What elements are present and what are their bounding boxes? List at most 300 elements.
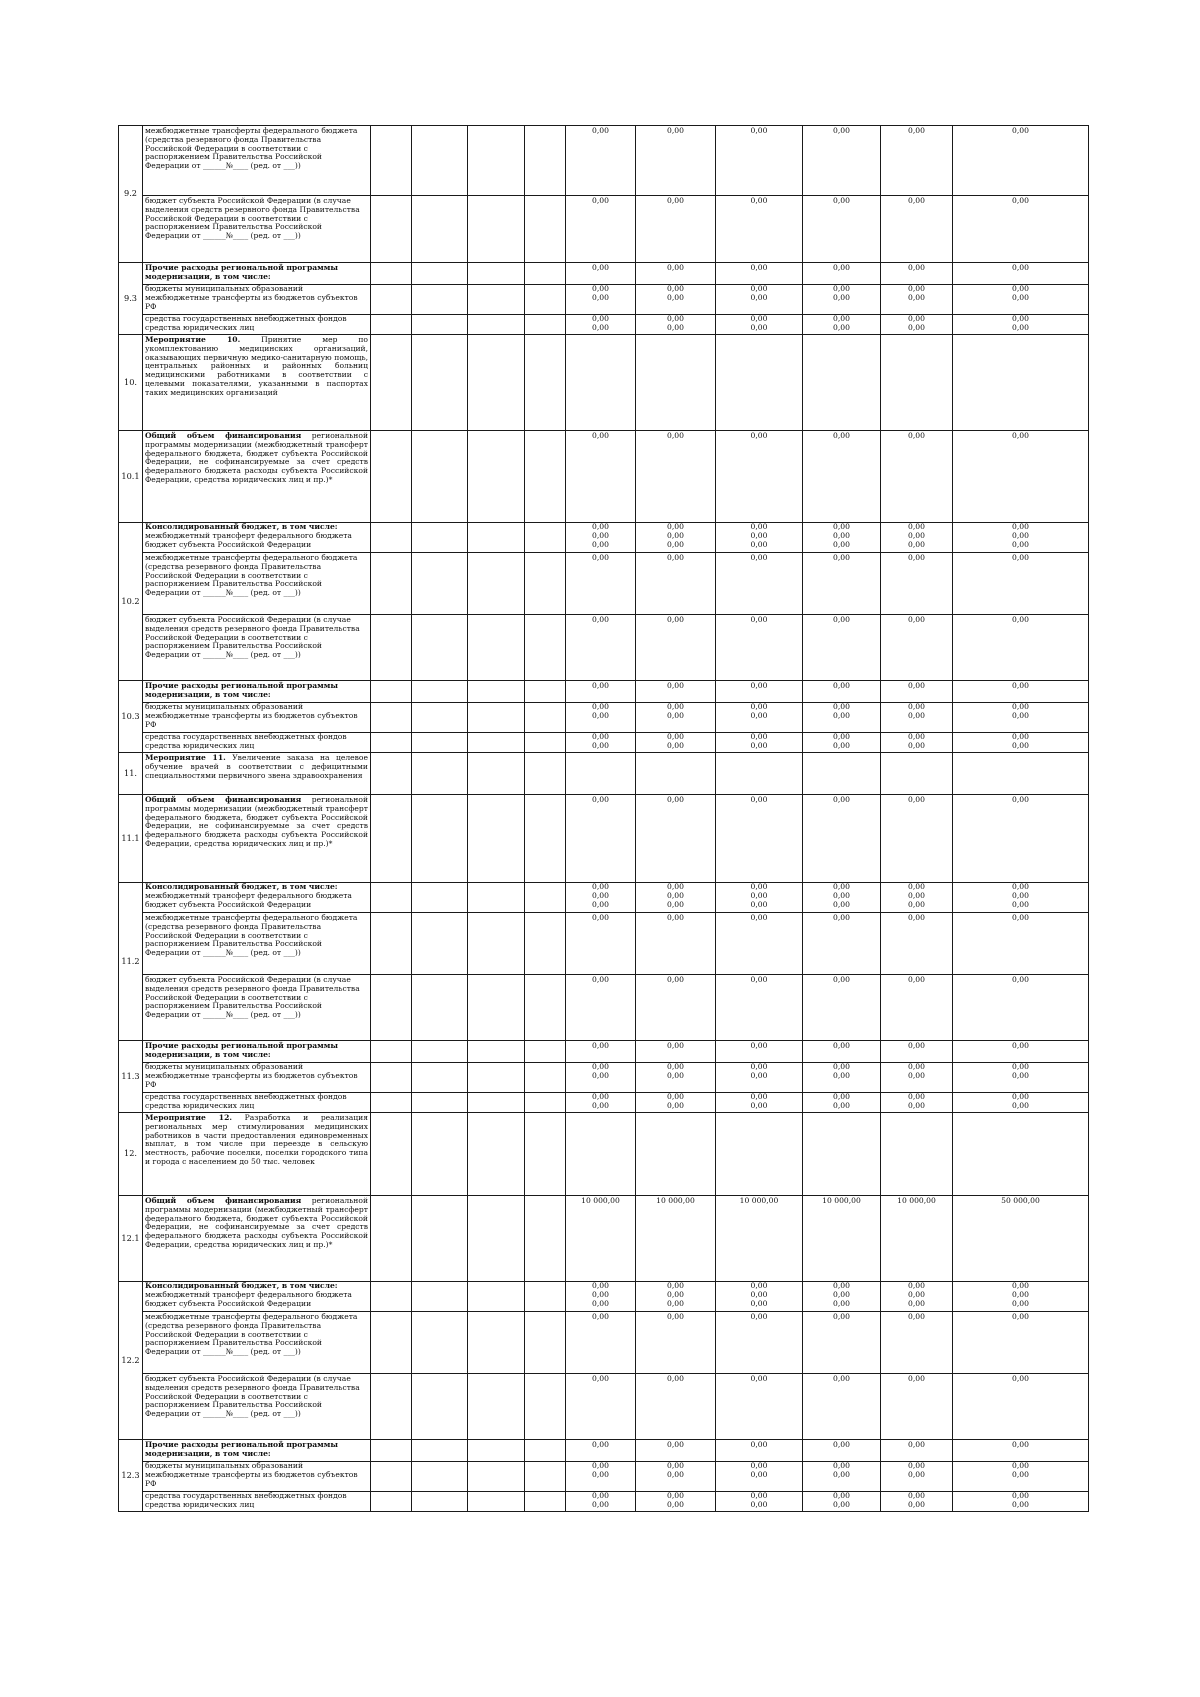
empty-cell (412, 431, 468, 523)
row-description (143, 335, 371, 431)
empty-cell (468, 1440, 525, 1462)
empty-cell (371, 196, 412, 263)
value-cell: 10 000,00 (881, 1196, 953, 1282)
value-cell (716, 285, 803, 315)
value-cell (636, 1093, 716, 1113)
empty-cell (371, 1282, 412, 1312)
empty-cell (412, 703, 468, 733)
value-cell: 0,00 (716, 431, 803, 523)
table-row (119, 1282, 1089, 1312)
value-line: 0,00 (592, 890, 609, 900)
value-line: 0,00 (1012, 890, 1029, 900)
description-line: бюджеты муниципальных образований (145, 1062, 304, 1071)
value-cell (716, 1462, 803, 1492)
value-cell: 0,00 (566, 126, 636, 196)
value-line: 0,00 (750, 890, 768, 900)
empty-cell (525, 1196, 566, 1282)
value-cell: 0,00 (953, 431, 1089, 523)
value-cell: 0,00 (881, 1041, 953, 1063)
value-line: 0,00 (592, 1100, 609, 1110)
value-line: 0,00 (833, 539, 850, 549)
empty-cell (468, 1041, 525, 1063)
value-line: 0,00 (667, 1298, 684, 1308)
empty-cell (371, 1093, 412, 1113)
row-description (143, 1113, 371, 1196)
value-cell: 0,00 (953, 681, 1089, 703)
table-row (119, 553, 1089, 615)
value-line: 0,00 (833, 1281, 850, 1290)
row-number: 9.2 (119, 126, 143, 263)
empty-cell (525, 196, 566, 263)
value-cell: 0,00 (716, 1440, 803, 1462)
description-line: межбюджетный трансферт федерального бюджета (145, 1289, 352, 1299)
description-text: межбюджетные трансферты федерального бюджета (средства резервного фонда Правительства Российской Федерации в соответствии с распоряжением Правительства Российской Федерации от ______№____ (ред. от ___)) (145, 126, 358, 171)
empty-cell (412, 285, 468, 315)
table-row (119, 1374, 1089, 1440)
empty-cell (468, 753, 525, 795)
funding-table (118, 125, 1089, 1512)
empty-cell (371, 703, 412, 733)
value-line: 0,00 (908, 1499, 925, 1509)
value-cell (636, 1113, 716, 1196)
empty-cell (371, 1063, 412, 1093)
value-line: 0,00 (908, 1461, 925, 1470)
empty-cell (525, 1093, 566, 1113)
value-line: 0,00 (750, 314, 768, 323)
value-cell (953, 285, 1089, 315)
value-line: 0,00 (592, 314, 609, 323)
value-line: 0,00 (833, 1298, 850, 1308)
value-cell (636, 753, 716, 795)
value-cell: 0,00 (803, 1440, 881, 1462)
value-line: 0,00 (667, 1469, 684, 1479)
description-text: Общий объем финансирования региональной программы модернизации (межбюджетный трансферт федерального бюджета, бюджет субъекта Российской Федерации, не софинансируемые за счет средств федерального бюджета расходы субъекта Российской Федерации, средства юридических лиц и пр.)* (145, 1196, 369, 1249)
value-line: 0,00 (750, 702, 768, 711)
value-cell: 0,00 (881, 1312, 953, 1374)
value-line: 0,00 (833, 530, 850, 540)
empty-cell (468, 553, 525, 615)
value-cell: 0,00 (953, 1312, 1089, 1374)
value-line: 0,00 (908, 284, 925, 293)
description-line: межбюджетные трансферты из бюджетов субъектов РФ (145, 710, 358, 729)
value-cell (953, 523, 1089, 553)
value-line: 0,00 (750, 1298, 768, 1308)
value-cell: 0,00 (716, 1312, 803, 1374)
value-cell (566, 523, 636, 553)
empty-cell (468, 795, 525, 883)
value-line: 0,00 (667, 1461, 684, 1470)
row-description (143, 681, 371, 703)
empty-cell (371, 753, 412, 795)
value-cell: 0,00 (566, 975, 636, 1041)
value-line: 0,00 (592, 1461, 609, 1470)
value-line: 0,00 (750, 539, 768, 549)
value-cell: 0,00 (636, 126, 716, 196)
value-cell: 0,00 (881, 975, 953, 1041)
empty-cell (412, 615, 468, 681)
value-line: 0,00 (592, 1491, 609, 1500)
table-row (119, 883, 1089, 913)
value-line: 0,00 (592, 702, 609, 711)
value-cell (953, 315, 1089, 335)
table-row (119, 753, 1089, 795)
value-cell: 0,00 (716, 1374, 803, 1440)
description-line: Консолидированный бюджет, в том числе: (145, 522, 338, 531)
row-description (143, 883, 371, 913)
value-cell: 0,00 (716, 1041, 803, 1063)
description-text: Прочие расходы региональной программы модернизации, в том числе: (145, 1440, 338, 1458)
empty-cell (412, 1282, 468, 1312)
value-cell (566, 733, 636, 753)
value-cell: 0,00 (566, 681, 636, 703)
description-text: межбюджетные трансферты федерального бюджета (средства резервного фонда Правительства Российской Федерации в соответствии с распоряжением Правительства Российской Федерации от ______№____ (ред. от ___)) (145, 913, 358, 958)
value-cell: 0,00 (566, 1374, 636, 1440)
value-line: 0,00 (1012, 1491, 1029, 1500)
table-row (119, 1063, 1089, 1093)
value-cell (953, 1093, 1089, 1113)
table-row (119, 681, 1089, 703)
empty-cell (412, 1063, 468, 1093)
empty-cell (371, 913, 412, 975)
value-line: 0,00 (592, 899, 609, 909)
empty-cell (525, 753, 566, 795)
value-line: 0,00 (1012, 292, 1029, 302)
value-line: 0,00 (750, 1092, 768, 1101)
value-line: 0,00 (750, 284, 768, 293)
value-cell: 0,00 (636, 975, 716, 1041)
value-line: 0,00 (1012, 1298, 1029, 1308)
value-cell (566, 883, 636, 913)
value-cell: 0,00 (566, 913, 636, 975)
row-description (143, 1041, 371, 1063)
value-line: 0,00 (667, 1499, 684, 1509)
value-cell: 0,00 (636, 913, 716, 975)
value-line: 0,00 (833, 732, 850, 741)
row-description (143, 1063, 371, 1093)
value-cell (881, 1492, 953, 1512)
value-cell: 0,00 (566, 795, 636, 883)
row-description (143, 126, 371, 196)
value-line: 0,00 (908, 522, 925, 531)
table-row (119, 1440, 1089, 1462)
value-cell: 0,00 (881, 681, 953, 703)
value-line: 0,00 (1012, 1070, 1029, 1080)
value-cell: 0,00 (566, 1041, 636, 1063)
empty-cell (412, 1041, 468, 1063)
value-line: 0,00 (750, 322, 768, 332)
value-cell (566, 1093, 636, 1113)
value-line: 0,00 (750, 522, 768, 531)
value-line: 0,00 (667, 732, 684, 741)
value-cell (881, 703, 953, 733)
value-cell (716, 1282, 803, 1312)
empty-cell (468, 975, 525, 1041)
value-line: 0,00 (1012, 1281, 1029, 1290)
value-line: 0,00 (667, 1491, 684, 1500)
value-cell: 0,00 (636, 681, 716, 703)
value-cell (716, 335, 803, 431)
value-cell (953, 1492, 1089, 1512)
empty-cell (412, 1312, 468, 1374)
value-line: 0,00 (750, 1499, 768, 1509)
description-text: Прочие расходы региональной программы модернизации, в том числе: (145, 263, 338, 281)
row-number: 12.1 (119, 1196, 143, 1282)
description-line: бюджеты муниципальных образований (145, 1461, 304, 1470)
table-row (119, 975, 1089, 1041)
empty-cell (412, 315, 468, 335)
description-text: Мероприятие 12. Разработка и реализация региональных мер стимулирования медицинских работников в части предоставления единовременных выплат, в том числе при переезде в сельскую местность, рабочие поселки, поселки городского типа и города с населением до 50 тыс. человек (145, 1113, 368, 1166)
row-description (143, 263, 371, 285)
value-cell: 0,00 (636, 795, 716, 883)
empty-cell (525, 975, 566, 1041)
value-line: 0,00 (1012, 539, 1029, 549)
empty-cell (412, 553, 468, 615)
value-line: 0,00 (592, 732, 609, 741)
value-line: 0,00 (908, 702, 925, 711)
row-description (143, 315, 371, 335)
table-row (119, 1196, 1089, 1282)
value-cell (636, 1063, 716, 1093)
value-line: 0,00 (1012, 732, 1029, 741)
description-label: Мероприятие 12. (145, 1113, 232, 1122)
value-line: 0,00 (833, 890, 850, 900)
value-cell (716, 1113, 803, 1196)
row-description (143, 523, 371, 553)
value-cell (636, 1462, 716, 1492)
value-cell: 0,00 (953, 263, 1089, 285)
value-cell (881, 733, 953, 753)
value-line: 0,00 (908, 1469, 925, 1479)
empty-cell (468, 523, 525, 553)
description-text: Прочие расходы региональной программы модернизации, в том числе: (145, 1041, 338, 1059)
empty-cell (412, 753, 468, 795)
empty-cell (525, 1492, 566, 1512)
value-cell (881, 285, 953, 315)
value-cell: 0,00 (803, 196, 881, 263)
value-cell: 0,00 (636, 1312, 716, 1374)
value-cell (881, 1093, 953, 1113)
row-description (143, 913, 371, 975)
value-line: 0,00 (592, 710, 609, 720)
row-number: 9.3 (119, 263, 143, 335)
value-line: 0,00 (667, 1070, 684, 1080)
value-line: 0,00 (592, 322, 609, 332)
value-line: 0,00 (908, 899, 925, 909)
value-cell: 0,00 (881, 553, 953, 615)
value-cell: 0,00 (881, 431, 953, 523)
value-cell (566, 1492, 636, 1512)
value-cell: 0,00 (803, 1041, 881, 1063)
empty-cell (371, 1196, 412, 1282)
value-cell (716, 1492, 803, 1512)
value-cell: 0,00 (566, 196, 636, 263)
value-line: 0,00 (592, 292, 609, 302)
description-label: Общий объем финансирования (145, 1196, 302, 1205)
description-line: бюджеты муниципальных образований (145, 284, 304, 293)
value-cell: 10 000,00 (636, 1196, 716, 1282)
empty-cell (525, 795, 566, 883)
value-line: 0,00 (750, 732, 768, 741)
value-line: 0,00 (833, 710, 850, 720)
value-line: 0,00 (667, 530, 684, 540)
value-line: 0,00 (667, 890, 684, 900)
empty-cell (525, 733, 566, 753)
value-line: 0,00 (1012, 1289, 1029, 1299)
empty-cell (468, 1374, 525, 1440)
table-row (119, 1113, 1089, 1196)
description-text: бюджет субъекта Российской Федерации (в случае выделения средств резервного фонда Правительства Российской Федерации в соответствии с распоряжением Правительства Российской Федерации от ______№____ (ред. от ___)) (145, 1374, 360, 1419)
value-line: 0,00 (667, 314, 684, 323)
empty-cell (371, 335, 412, 431)
row-number: 12.3 (119, 1440, 143, 1512)
value-cell (803, 335, 881, 431)
row-description (143, 1374, 371, 1440)
empty-cell (412, 263, 468, 285)
empty-cell (371, 1374, 412, 1440)
empty-cell (525, 431, 566, 523)
empty-cell (371, 553, 412, 615)
empty-cell (525, 1462, 566, 1492)
value-cell: 0,00 (716, 975, 803, 1041)
empty-cell (468, 1063, 525, 1093)
value-line: 0,00 (750, 1491, 768, 1500)
empty-cell (525, 1113, 566, 1196)
value-cell: 0,00 (636, 1041, 716, 1063)
value-cell (636, 315, 716, 335)
empty-cell (371, 263, 412, 285)
value-cell: 10 000,00 (716, 1196, 803, 1282)
empty-cell (525, 335, 566, 431)
row-number: 11.1 (119, 795, 143, 883)
table-row (119, 431, 1089, 523)
value-cell: 0,00 (566, 1312, 636, 1374)
empty-cell (525, 1041, 566, 1063)
value-line: 0,00 (833, 882, 850, 891)
empty-cell (412, 1374, 468, 1440)
description-line: бюджет субъекта Российской Федерации (145, 899, 312, 909)
value-cell: 0,00 (716, 553, 803, 615)
value-line: 0,00 (592, 1298, 609, 1308)
value-cell (566, 1063, 636, 1093)
value-line: 0,00 (833, 522, 850, 531)
value-line: 0,00 (1012, 314, 1029, 323)
value-cell: 0,00 (716, 263, 803, 285)
value-cell: 50 000,00 (953, 1196, 1089, 1282)
empty-cell (412, 975, 468, 1041)
table-row (119, 285, 1089, 315)
value-cell (716, 703, 803, 733)
value-cell (566, 1282, 636, 1312)
row-number: 12. (119, 1113, 143, 1196)
row-description (143, 615, 371, 681)
value-line: 0,00 (833, 1469, 850, 1479)
description-text: Прочие расходы региональной программы модернизации, в том числе: (145, 681, 338, 699)
value-cell: 0,00 (953, 196, 1089, 263)
empty-cell (412, 1492, 468, 1512)
description-line: межбюджетный трансферт федерального бюджета (145, 890, 352, 900)
value-line: 0,00 (667, 1100, 684, 1110)
description-line: средства юридических лиц (145, 1499, 255, 1509)
row-description (143, 1492, 371, 1512)
row-description (143, 1093, 371, 1113)
value-line: 0,00 (908, 1298, 925, 1308)
value-line: 0,00 (833, 314, 850, 323)
value-cell (803, 523, 881, 553)
empty-cell (371, 883, 412, 913)
value-cell (881, 335, 953, 431)
value-cell: 0,00 (881, 126, 953, 196)
description-line: средства государственных внебюджетных фондов (145, 1491, 347, 1500)
table-row (119, 523, 1089, 553)
description-line: средства юридических лиц (145, 740, 255, 750)
empty-cell (468, 431, 525, 523)
value-line: 0,00 (750, 292, 768, 302)
value-line: 0,00 (667, 1281, 684, 1290)
empty-cell (525, 523, 566, 553)
value-cell (803, 1063, 881, 1093)
value-line: 0,00 (833, 1289, 850, 1299)
value-line: 0,00 (1012, 1062, 1029, 1071)
empty-cell (371, 523, 412, 553)
value-cell (636, 733, 716, 753)
table-row (119, 263, 1089, 285)
value-cell: 0,00 (566, 615, 636, 681)
value-cell: 0,00 (953, 975, 1089, 1041)
value-line: 0,00 (908, 710, 925, 720)
row-number: 11.2 (119, 883, 143, 1041)
description-text: бюджет субъекта Российской Федерации (в случае выделения средств резервного фонда Правительства Российской Федерации в соответствии с распоряжением Правительства Российской Федерации от ______№____ (ред. от ___)) (145, 196, 360, 241)
empty-cell (412, 883, 468, 913)
value-line: 0,00 (833, 702, 850, 711)
value-cell: 0,00 (953, 795, 1089, 883)
value-cell: 0,00 (716, 913, 803, 975)
empty-cell (468, 285, 525, 315)
value-line: 0,00 (592, 522, 609, 531)
value-line: 0,00 (833, 284, 850, 293)
value-cell: 0,00 (881, 615, 953, 681)
empty-cell (525, 883, 566, 913)
value-line: 0,00 (833, 322, 850, 332)
table-row (119, 1041, 1089, 1063)
value-line: 0,00 (908, 1289, 925, 1299)
table-row (119, 196, 1089, 263)
empty-cell (468, 681, 525, 703)
value-cell: 0,00 (636, 196, 716, 263)
value-cell (566, 335, 636, 431)
value-line: 0,00 (592, 1469, 609, 1479)
empty-cell (412, 1093, 468, 1113)
row-number: 10.1 (119, 431, 143, 523)
row-description (143, 196, 371, 263)
value-cell (803, 753, 881, 795)
value-cell: 0,00 (881, 913, 953, 975)
description-line: Консолидированный бюджет, в том числе: (145, 882, 338, 891)
value-line: 0,00 (1012, 899, 1029, 909)
value-line: 0,00 (667, 899, 684, 909)
table-row (119, 703, 1089, 733)
value-cell: 0,00 (566, 553, 636, 615)
empty-cell (525, 553, 566, 615)
row-number: 12.2 (119, 1282, 143, 1440)
description-text: Мероприятие 10. Принятие мер по укомплектованию медицинских организаций, оказывающих первичную медико-санитарную помощь, центральных районных и районных больниц медицинскими работниками в соответствии с целевыми показателями, указанными в паспортах таких медицинских организаций (145, 335, 368, 397)
row-description (143, 1312, 371, 1374)
value-line: 0,00 (592, 530, 609, 540)
row-description (143, 431, 371, 523)
value-line: 0,00 (667, 702, 684, 711)
value-line: 0,00 (667, 522, 684, 531)
description-line: бюджет субъекта Российской Федерации (145, 539, 312, 549)
empty-cell (371, 126, 412, 196)
